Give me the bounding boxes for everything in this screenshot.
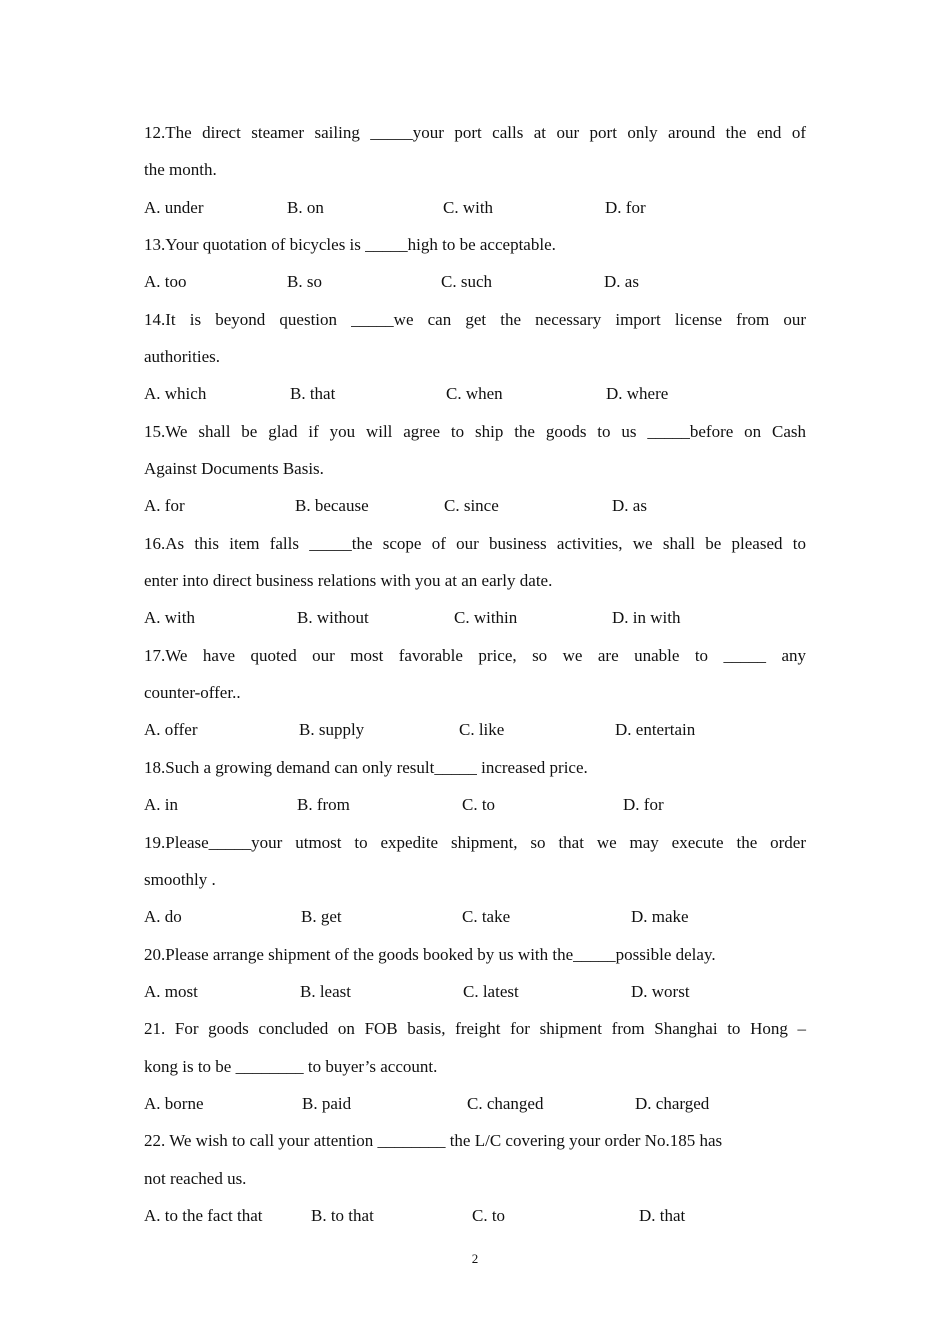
option-b: B. so — [287, 272, 322, 291]
answer-options — [144, 494, 806, 518]
question-text-line: 20.Please arrange shipment of the goods booked by us with the_____possible delay. — [144, 945, 716, 964]
answer-options — [144, 980, 806, 1004]
option-c: C. latest — [463, 982, 519, 1001]
question-text-line: 22. We wish to call your attention ________ the L/C covering your order No.185 has — [144, 1131, 723, 1150]
question-text-line: Against Documents Basis. — [144, 459, 324, 478]
option-b: B. to that — [311, 1206, 374, 1225]
option-c: C. such — [441, 272, 492, 291]
answer-options — [144, 1204, 806, 1228]
option-b: B. from — [297, 795, 350, 814]
answer-options — [144, 196, 806, 220]
question-text-line: 15.We shall be glad if you will agree to ship the goods to us _____before on Cash — [144, 422, 806, 441]
option-a: A. under — [144, 198, 204, 217]
option-d: D. worst — [631, 982, 690, 1001]
answer-options — [144, 1092, 806, 1116]
answer-options — [144, 606, 806, 630]
question-text-line: enter into direct business relations with you at an early date. — [144, 571, 553, 590]
option-d: D. as — [604, 272, 639, 291]
option-b: B. that — [290, 384, 336, 403]
option-c: C. within — [454, 608, 518, 627]
answer-options — [144, 718, 806, 742]
option-c: C. to — [472, 1206, 506, 1225]
option-a: A. which — [144, 384, 207, 403]
option-b: B. paid — [302, 1094, 352, 1113]
option-d: D. for — [605, 198, 646, 217]
option-b: B. least — [300, 982, 351, 1001]
question-text-line: 19.Please_____your utmost to expedite shipment, so that we may execute the order — [144, 833, 806, 852]
question-text-line: 18.Such a growing demand can only result_____ increased price. — [144, 758, 588, 777]
answer-options — [144, 382, 806, 406]
answer-options — [144, 270, 806, 294]
question-text-line: 14.It is beyond question _____we can get the necessary import license from our — [144, 310, 806, 329]
option-c: C. like — [459, 720, 505, 739]
option-d: D. as — [612, 496, 647, 515]
question-text-line: the month. — [144, 160, 217, 179]
option-a: A. with — [144, 608, 195, 627]
option-a: A. for — [144, 496, 185, 515]
option-d: D. charged — [635, 1094, 710, 1113]
option-a: A. to the fact that — [144, 1206, 263, 1225]
option-d: D. that — [639, 1206, 686, 1225]
option-c: C. changed — [467, 1094, 544, 1113]
option-a: A. too — [144, 272, 187, 291]
answer-options — [144, 905, 806, 929]
question-text-line: not reached us. — [144, 1169, 247, 1188]
question-text-line: counter-offer.. — [144, 683, 241, 702]
option-a: A. in — [144, 795, 178, 814]
option-c: C. with — [443, 198, 494, 217]
option-d: D. where — [606, 384, 669, 403]
option-d: D. make — [631, 907, 689, 926]
option-a: A. offer — [144, 720, 198, 739]
option-b: B. because — [295, 496, 369, 515]
option-c: C. when — [446, 384, 503, 403]
option-b: B. supply — [299, 720, 365, 739]
question-text-line: 13.Your quotation of bicycles is _____high to be acceptable. — [144, 235, 556, 254]
page-number: 2 — [471, 1251, 479, 1266]
option-a: A. borne — [144, 1094, 204, 1113]
question-text-line: 16.As this item falls _____the scope of our business activities, we shall be pleased to — [144, 534, 806, 553]
question-text-line: kong is to be ________ to buyer’s account. — [144, 1057, 438, 1076]
option-c: C. to — [462, 795, 496, 814]
option-b: B. without — [297, 608, 369, 627]
question-text-line: smoothly . — [144, 870, 216, 889]
option-d: D. in with — [612, 608, 681, 627]
question-text-line: 17.We have quoted our most favorable price, so we are unable to _____ any — [144, 646, 806, 665]
option-b: B. get — [301, 907, 342, 926]
question-text-line: authorities. — [144, 347, 221, 366]
option-d: D. entertain — [615, 720, 696, 739]
option-a: A. most — [144, 982, 198, 1001]
question-text-line: 12.The direct steamer sailing _____your port calls at our port only around the end of — [144, 123, 806, 142]
option-d: D. for — [623, 795, 664, 814]
option-c: C. take — [462, 907, 511, 926]
option-a: A. do — [144, 907, 182, 926]
option-c: C. since — [444, 496, 499, 515]
option-b: B. on — [287, 198, 324, 217]
answer-options — [144, 793, 806, 817]
question-text-line: 21. For goods concluded on FOB basis, freight for shipment from Shanghai to Hong – — [144, 1019, 806, 1038]
